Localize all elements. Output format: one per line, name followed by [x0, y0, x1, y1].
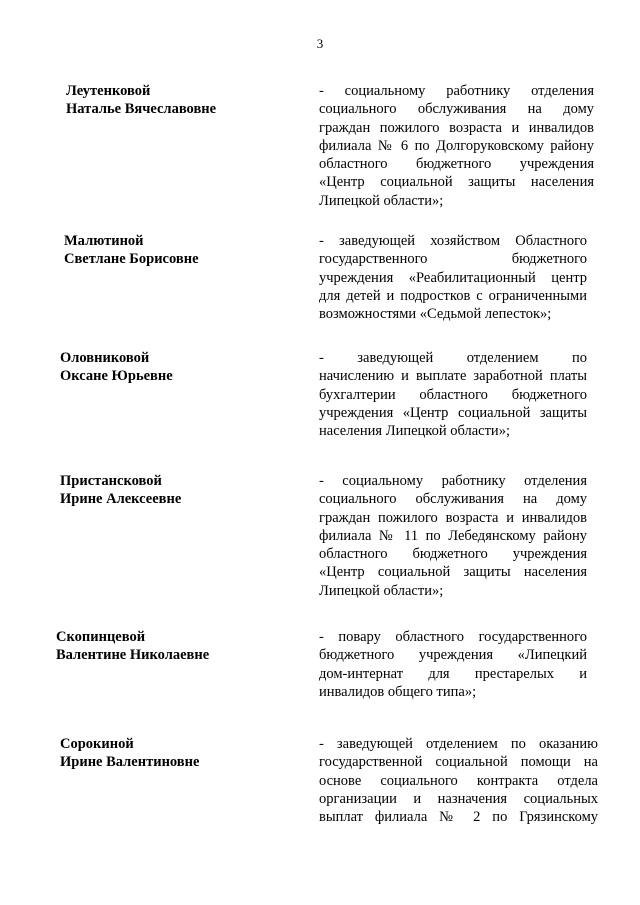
position-line: - заведующей отделением по оказанию: [319, 736, 598, 752]
position-line: - социальному работнику отделения: [319, 83, 594, 99]
position-line: - социальному работнику отделения: [319, 473, 587, 489]
position-line: выплат филиала № 2 по Грязинскому: [319, 809, 598, 826]
recipient-name: [60, 735, 290, 772]
recipient-surname: Сорокиной: [60, 736, 134, 752]
recipient-given-names: Светлане Борисовне: [64, 251, 199, 268]
position-line: для детей и подростков с ограниченными: [319, 287, 587, 304]
recipient-surname: Пристансковой: [60, 473, 162, 489]
position-line: инвалидов общего типа»;: [319, 683, 477, 700]
recipient-position: [319, 735, 598, 826]
position-line: социального обслуживания на дому: [319, 491, 587, 508]
position-line: государственной социальной помощи на: [319, 754, 598, 771]
position-line: «Центр социальной защиты населения: [319, 174, 594, 191]
page-number: 3: [316, 36, 324, 51]
position-line: филиала № 11 по Лебедянскому району: [319, 527, 587, 544]
position-line: Липецкой области»;: [319, 192, 444, 209]
position-line: учреждения «Реабилитационный центр: [319, 269, 587, 286]
recipient-name: [66, 82, 296, 119]
recipient-surname: Оловниковой: [60, 350, 150, 366]
position-line: организации и назначения социальных: [319, 790, 598, 807]
position-line: «Центр социальной защиты населения: [319, 564, 587, 581]
position-line: - повару областного государственного: [319, 629, 587, 645]
position-line: граждан пожилого возраста и инвалидов: [319, 509, 587, 526]
recipient-position: [319, 349, 587, 440]
recipient-name: [64, 232, 294, 269]
position-line: государственного бюджетного: [319, 251, 587, 268]
position-line: населения Липецкой области»;: [319, 423, 510, 440]
recipient-surname: Леутенковой: [66, 83, 151, 99]
position-line: граждан пожилого возраста и инвалидов: [319, 119, 594, 136]
recipient-position: [319, 472, 587, 600]
recipient-name: [56, 628, 286, 665]
position-line: социального обслуживания на дому: [319, 101, 594, 118]
position-line: бюджетного учреждения «Липецкий: [319, 647, 587, 664]
recipient-surname: Малютиной: [64, 233, 144, 249]
recipient-name: [60, 349, 290, 386]
recipient-given-names: Ирине Алексеевне: [60, 491, 182, 508]
recipient-name: [60, 472, 290, 509]
position-line: бухгалтерии областного бюджетного: [319, 386, 587, 403]
position-line: Липецкой области»;: [319, 582, 444, 599]
recipient-given-names: Наталье Вячеславовне: [66, 101, 217, 118]
position-line: дом-интернат для престарелых и: [319, 665, 587, 682]
position-line: областного бюджетного учреждения: [319, 546, 587, 563]
position-line: областного бюджетного учреждения: [319, 156, 594, 173]
position-line: - заведующей отделением по: [319, 350, 587, 366]
recipient-given-names: Валентине Николаевне: [56, 647, 210, 664]
position-line: возможностями «Седьмой лепесток»;: [319, 306, 552, 323]
position-line: - заведующей хозяйством Областного: [319, 233, 587, 249]
position-line: основе социального контракта отдела: [319, 772, 598, 789]
position-line: учреждения «Центр социальной защиты: [319, 404, 587, 421]
recipient-position: [319, 82, 594, 210]
position-line: филиала № 6 по Долгоруковскому району: [319, 137, 594, 154]
recipient-given-names: Оксане Юрьевне: [60, 368, 173, 385]
recipient-surname: Скопинцевой: [56, 629, 146, 645]
recipient-given-names: Ирине Валентиновне: [60, 754, 200, 771]
recipient-position: [319, 628, 587, 701]
recipient-position: [319, 232, 587, 323]
position-line: начислению и выплате заработной платы: [319, 368, 587, 385]
